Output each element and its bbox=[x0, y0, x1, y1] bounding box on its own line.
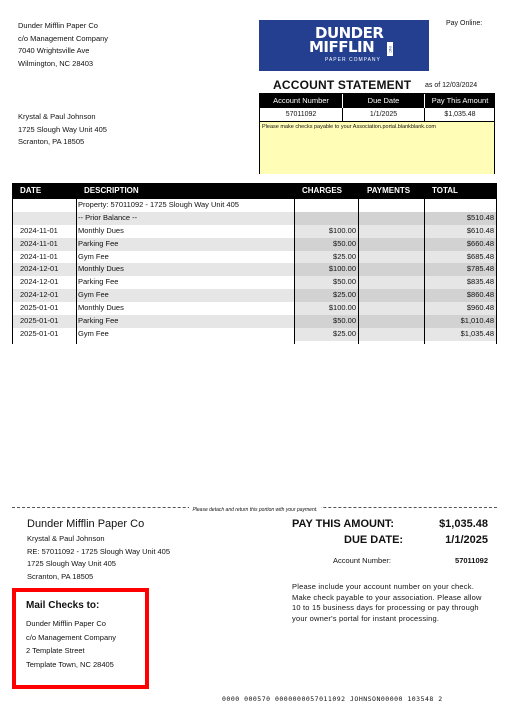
row-payments bbox=[358, 263, 424, 276]
stub-address-line: 1725 Slough Way Unit 405 bbox=[27, 559, 116, 569]
row-total: $1,035.48 bbox=[424, 328, 497, 341]
pay-amount: $1,035.48 bbox=[439, 518, 488, 530]
row-description: Monthly Dues bbox=[78, 225, 124, 235]
row-date: 2025-01-01 bbox=[20, 328, 59, 338]
stub-company-name: Dunder Mifflin Paper Co bbox=[27, 518, 145, 530]
row-description: Monthly Dues bbox=[78, 264, 124, 274]
recipient-line: Krystal & Paul Johnson bbox=[18, 112, 96, 121]
logo-line-2: MIFFLIN bbox=[309, 38, 375, 56]
ledger-divider bbox=[76, 183, 77, 344]
recipient-line: Scranton, PA 18505 bbox=[18, 137, 85, 146]
row-charges: $25.00 bbox=[294, 251, 358, 264]
total-column-header: TOTAL bbox=[432, 186, 458, 195]
row-date: 2025-01-01 bbox=[20, 303, 59, 313]
prior-balance-label: -- Prior Balance -- bbox=[78, 212, 138, 222]
sender-line: c/o Management Company bbox=[18, 33, 109, 43]
ledger-divider bbox=[424, 183, 425, 344]
row-total: $835.48 bbox=[424, 276, 497, 289]
statement-title: ACCOUNT STATEMENT bbox=[273, 78, 412, 92]
row-date: 2024-11-01 bbox=[20, 225, 58, 235]
recipient-address bbox=[18, 111, 178, 149]
statement-message: Please make checks payable to your Association.portal.blankblank.com bbox=[260, 122, 494, 174]
stub-address-line: Scranton, PA 18505 bbox=[27, 571, 94, 581]
pay-amount-value: $1,035.48 bbox=[425, 108, 495, 122]
row-description: Gym Fee bbox=[78, 290, 109, 300]
row-total: $610.48 bbox=[424, 225, 497, 238]
stub-address-line: RE: 57011092 - 1725 Slough Way Unit 405 bbox=[27, 546, 171, 556]
account-number-label: Account Number: bbox=[333, 556, 391, 565]
pay-amount-label: PAY THIS AMOUNT: bbox=[292, 518, 395, 530]
payment-instructions: Please include your account number on your check. Make check payable to your association. Please allow 10 to 15 business days for processing or pay through your owner's portal for instant processing. bbox=[292, 582, 482, 623]
account-summary-table bbox=[259, 93, 495, 174]
row-description: Monthly Dues bbox=[78, 303, 124, 313]
mail-address-line: Dunder Mifflin Paper Co bbox=[26, 619, 106, 628]
mail-address-line: 2 Template Street bbox=[26, 646, 85, 655]
due-date-header: Due Date bbox=[343, 94, 425, 108]
prior-balance-total: $510.48 bbox=[424, 212, 497, 225]
row-charges: $50.00 bbox=[294, 315, 358, 328]
row-charges: $50.00 bbox=[294, 276, 358, 289]
row-description: Parking Fee bbox=[78, 316, 119, 326]
detach-instruction bbox=[0, 507, 510, 513]
mail-checks-address bbox=[26, 617, 145, 671]
row-total: $960.48 bbox=[424, 302, 497, 315]
date-column-header: DATE bbox=[20, 186, 42, 195]
mail-checks-title: Mail Checks to: bbox=[26, 600, 100, 611]
row-payments bbox=[358, 238, 424, 251]
row-date: 2024-11-01 bbox=[20, 238, 58, 248]
row-description: Gym Fee bbox=[78, 328, 109, 338]
row-payments bbox=[358, 251, 424, 264]
row-payments bbox=[358, 328, 424, 341]
pay-amount-header: Pay This Amount bbox=[425, 94, 495, 108]
row-description: Parking Fee bbox=[78, 277, 119, 287]
row-total: $685.48 bbox=[424, 251, 497, 264]
stub-address-line: Krystal & Paul Johnson bbox=[27, 534, 105, 543]
row-charges: $100.00 bbox=[294, 225, 358, 238]
recipient-line: 1725 Slough Way Unit 405 bbox=[18, 124, 107, 134]
row-total: $860.48 bbox=[424, 289, 497, 302]
sender-line: Dunder Mifflin Paper Co bbox=[18, 21, 98, 30]
row-total: $1,010.48 bbox=[424, 315, 497, 328]
mail-address-line: c/o Management Company bbox=[26, 632, 117, 642]
ledger-border-right bbox=[496, 183, 497, 344]
mail-checks-box bbox=[12, 588, 149, 689]
row-payments bbox=[358, 315, 424, 328]
detach-text: Please detach and return this portion with your payment. bbox=[189, 507, 320, 513]
row-charges: $25.00 bbox=[294, 289, 358, 302]
row-date: 2024-11-01 bbox=[20, 251, 58, 261]
row-payments bbox=[358, 276, 424, 289]
ledger-divider bbox=[294, 183, 295, 344]
ledger-border-left bbox=[12, 183, 13, 344]
row-payments bbox=[358, 289, 424, 302]
sender-line: 7040 Wrightsville Ave bbox=[18, 46, 90, 55]
logo-line-3: PAPER COMPANY bbox=[325, 57, 381, 63]
account-number-header: Account Number bbox=[260, 94, 343, 108]
account-number: 57011092 bbox=[455, 556, 488, 565]
statement-date: as of 12/03/2024 bbox=[425, 82, 478, 89]
row-date: 2024-12-01 bbox=[20, 290, 59, 300]
company-logo bbox=[259, 20, 429, 71]
row-payments bbox=[358, 225, 424, 238]
mail-address-line: Template Town, NC 28405 bbox=[26, 659, 114, 669]
row-date: 2024-12-01 bbox=[20, 264, 59, 274]
logo-line-1: DUNDER bbox=[315, 24, 384, 42]
row-charges: $100.00 bbox=[294, 302, 358, 315]
row-payments bbox=[358, 302, 424, 315]
row-charges: $100.00 bbox=[294, 263, 358, 276]
row-date: 2025-01-01 bbox=[20, 316, 59, 326]
ledger-divider bbox=[358, 183, 359, 344]
due-date-value: 1/1/2025 bbox=[343, 108, 425, 122]
due-date-label: DUE DATE: bbox=[344, 534, 404, 546]
sender-address bbox=[18, 20, 178, 70]
micr-line: 0000 000570 0000000057011092 JOHNSON00000 103548 2 bbox=[222, 695, 443, 703]
row-charges: $25.00 bbox=[294, 328, 358, 341]
row-description: Gym Fee bbox=[78, 251, 109, 261]
row-description: Parking Fee bbox=[78, 238, 119, 248]
pay-online-label: Pay Online: bbox=[446, 20, 483, 27]
property-line: Property: 57011092 - 1725 Slough Way Unit 405 bbox=[78, 200, 239, 209]
row-charges: $50.00 bbox=[294, 238, 358, 251]
stub-address bbox=[27, 533, 170, 583]
row-total: $660.48 bbox=[424, 238, 497, 251]
due-date: 1/1/2025 bbox=[445, 534, 488, 546]
sender-line: Wilmington, NC 28403 bbox=[18, 58, 94, 68]
row-total: $785.48 bbox=[424, 263, 497, 276]
description-column-header: DESCRIPTION bbox=[84, 186, 139, 195]
payments-column-header: PAYMENTS bbox=[367, 186, 411, 195]
logo-mark: INC bbox=[387, 42, 393, 56]
row-date: 2024-12-01 bbox=[20, 277, 59, 287]
charges-column-header: CHARGES bbox=[302, 186, 343, 195]
account-number-value: 57011092 bbox=[260, 108, 343, 122]
